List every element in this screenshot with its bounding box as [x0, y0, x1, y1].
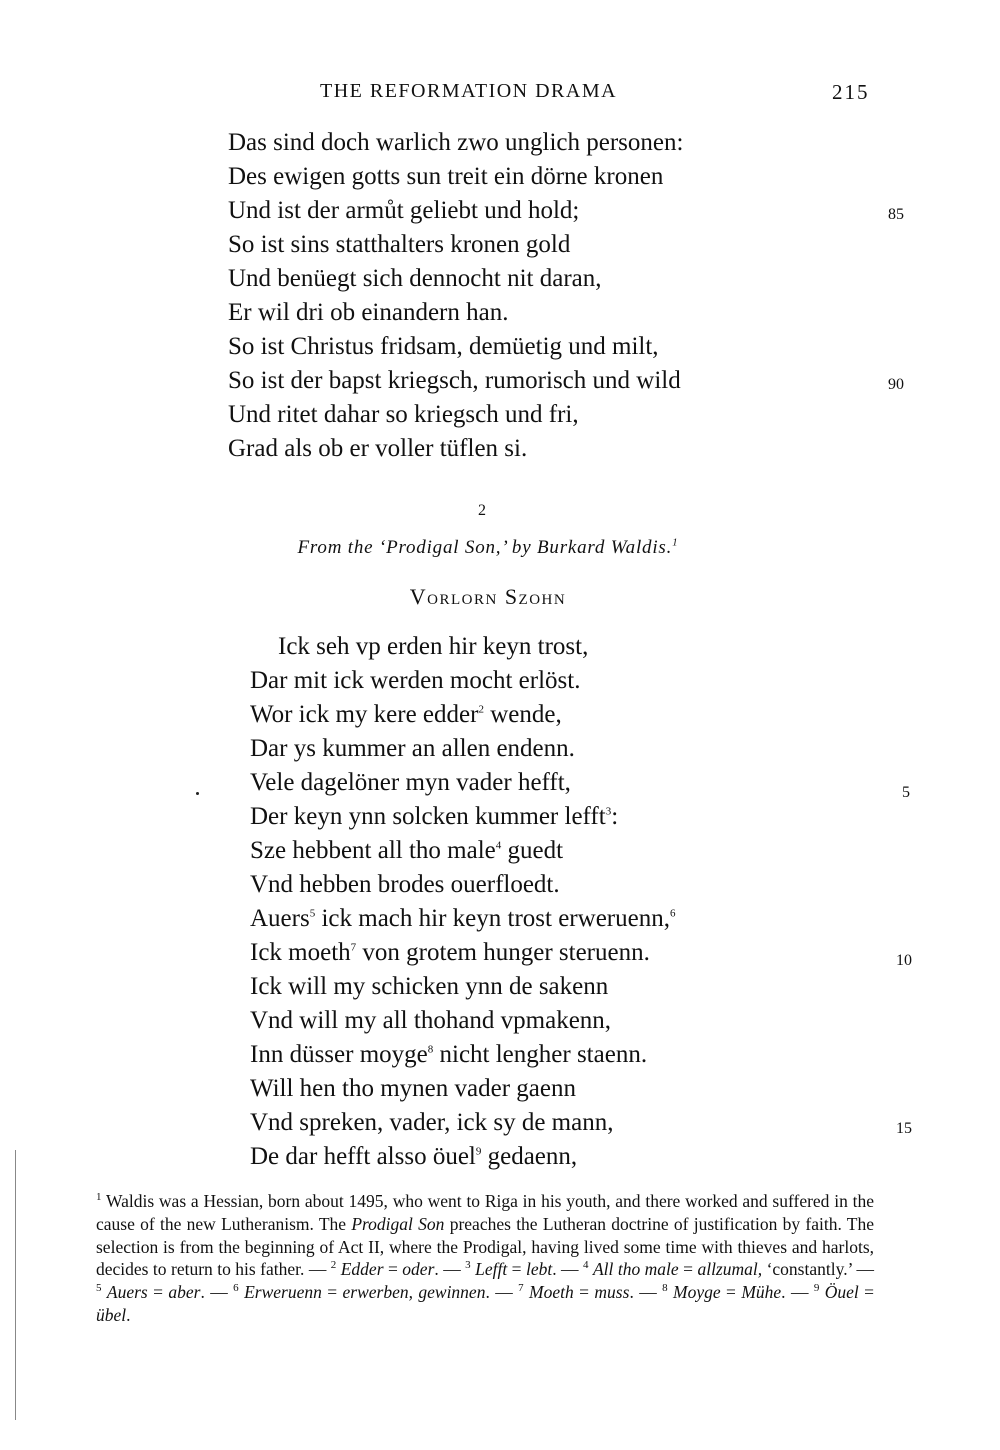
poem-line-text: De dar hefft alsso öuel [250, 1143, 476, 1170]
poem-line [250, 630, 890, 664]
gloss-meaning: aber [168, 1282, 201, 1303]
running-header [0, 80, 1000, 110]
footnote-marker: 8 [662, 1282, 668, 1295]
poem-line-text: Der keyn ynn solcken kummer lefft [250, 803, 606, 830]
gloss-term: Erweruenn [244, 1282, 322, 1303]
footnote-title: Prodigal Son [351, 1213, 445, 1234]
poem-line: So ist Christus fridsam, demüetig und milt, [228, 333, 659, 360]
footnote-marker: 3 [465, 1259, 471, 1272]
poem-line-text: Vnd hebben brodes ouerfloedt. [250, 871, 560, 898]
gloss-meaning: lebt [525, 1259, 553, 1280]
poem-line [250, 834, 890, 868]
poem-line: Des ewigen gotts sun treit ein dörne kronen [228, 163, 664, 190]
poem-line-text: gedaenn, [481, 1143, 578, 1170]
section-number: 2 [478, 502, 486, 519]
line-number: 90 [888, 376, 904, 393]
poem-heading: Vorlorn Szohn [409, 584, 567, 609]
footnote-marker: 1 [672, 536, 679, 549]
margin-rule [15, 1150, 16, 1420]
gloss-term: Moeth [529, 1282, 574, 1303]
line-number: 85 [888, 206, 904, 223]
gloss-meaning: übel [96, 1304, 127, 1325]
poem-line [250, 766, 890, 800]
poem-line: So ist sins statthalters kronen gold [228, 231, 571, 258]
footnote-marker: 5 [309, 907, 316, 920]
footnote-marker: 1 [96, 1191, 102, 1204]
poem-line-text: Ick moeth [250, 939, 351, 966]
poem-line-text: Inn düsser moyge [250, 1041, 428, 1068]
poem-line [250, 868, 890, 902]
gloss-term: Edder [340, 1259, 384, 1280]
gloss-tail: . — [781, 1282, 814, 1303]
source-text: From the ‘Prodigal Son,’ by Burkard Waldis. [297, 537, 673, 558]
gloss-tail: . — [485, 1282, 519, 1303]
poem-line-text: Wor ick my kere edder [250, 701, 479, 728]
poem-line [250, 1140, 890, 1174]
poem-line: Grad als ob er voller tüflen si. [228, 435, 528, 462]
poem-line-text: nicht lengher staenn. [433, 1041, 648, 1068]
poem-line [250, 970, 890, 1004]
poem-line-text: von grotem hunger steruenn. [356, 939, 650, 966]
footnote-marker: 2 [330, 1259, 337, 1272]
poem-line [250, 664, 890, 698]
poem-line-text: : [611, 803, 619, 830]
poem-excerpt-2 [250, 630, 890, 1174]
source-attribution [0, 537, 976, 559]
gloss-term: Moyge [673, 1282, 721, 1303]
poem-line [250, 1072, 890, 1106]
gloss-meaning: allzumal, [697, 1259, 763, 1280]
footnote-text: Waldis was a Hessian, born about 1495, who went to Riga in his youth, and there worked and suffered in the cause of the new Lutheranism. The [96, 1191, 874, 1234]
poem-line [250, 1106, 890, 1140]
line-number: 5 [902, 784, 910, 801]
footnote-marker: 7 [350, 941, 357, 954]
footnote-marker: 4 [583, 1259, 589, 1272]
poem-line: So ist der bapst kriegsch, rumorisch und wild [228, 367, 681, 394]
footnote-marker: 7 [518, 1282, 524, 1295]
poem-excerpt-1 [228, 126, 868, 466]
poem-line-text: Auers [250, 905, 310, 932]
stray-mark [196, 792, 199, 795]
poem-line: Und ritet dahar so kriegsch und fri, [228, 401, 579, 428]
line-number: 15 [896, 1120, 912, 1137]
poem-line-text: Dar mit ick werden mocht erlöst. [250, 667, 581, 694]
gloss-equals: = [573, 1282, 595, 1303]
gloss-term: Öuel [824, 1282, 859, 1303]
gloss-tail: ‘constantly.’ — [762, 1259, 875, 1280]
footnote-marker: 2 [478, 703, 484, 716]
poem-line-text: Vnd spreken, vader, ick sy de mann, [250, 1109, 614, 1136]
footnote-marker: 5 [96, 1282, 102, 1295]
poem-line-text: Vele dagelöner myn vader hefft, [250, 769, 571, 796]
poem-line [250, 902, 890, 936]
gloss-term: Lefft [475, 1259, 508, 1280]
gloss-term: Auers [106, 1282, 148, 1303]
footnote-marker: 4 [495, 839, 502, 852]
gloss-equals: = [720, 1282, 742, 1303]
line-number: 10 [896, 952, 912, 969]
gloss-equals: = [321, 1282, 343, 1303]
poem-line-text: Vnd will my all thohand vpmakenn, [250, 1007, 612, 1034]
footnote-marker: 6 [669, 907, 676, 920]
poem-line-text: guedt [501, 837, 564, 864]
gloss-meaning: Mühe [741, 1282, 782, 1303]
footnote-text: preaches the Lutheran doctrine of justification by faith. The selection is from the beginning of Act II, where the Prodigal, having lived some time with thieves and harlots, decides to return to his father. — [96, 1213, 874, 1280]
gloss-equals: = [507, 1259, 526, 1280]
gloss-equals: = [383, 1259, 403, 1280]
gloss-tail: . — [552, 1259, 584, 1280]
footnote [96, 1190, 874, 1327]
gloss-meaning: erwerben, gewinnen [342, 1282, 486, 1303]
poem-line [250, 1038, 890, 1072]
poem-line: Und benüegt sich dennocht nit daran, [228, 265, 602, 292]
poem-line-text: ick mach hir keyn trost erweruenn, [315, 905, 670, 932]
footnote-marker: 9 [475, 1145, 482, 1158]
poem-line [250, 732, 890, 766]
poem-line-text: Sze hebbent all tho male [250, 837, 496, 864]
gloss-tail: . — [434, 1259, 466, 1280]
poem-line [250, 800, 890, 834]
footnote-marker: 6 [233, 1282, 239, 1295]
gloss-tail: . — [200, 1282, 234, 1303]
poem-line [250, 1004, 890, 1038]
poem-line: Das sind doch warlich zwo unglich personen: [228, 129, 684, 156]
gloss-equals: = [678, 1259, 698, 1280]
poem-line: Und ist der armůt geliebt und hold; [228, 197, 580, 224]
poem-line-text: Ick seh vp erden hir keyn trost, [278, 633, 589, 660]
poem-line: Er wil dri ob einandern han. [228, 299, 509, 326]
poem-line-text: Will hen tho mynen vader gaenn [250, 1075, 576, 1102]
poem-line-text: Ick will my schicken ynn de sakenn [250, 973, 609, 1000]
poem-line-text: wende, [483, 701, 562, 728]
page-number: 215 [832, 80, 870, 104]
gloss-term: All tho male [592, 1259, 679, 1280]
poem-line-text: Dar ys kummer an allen endenn. [250, 735, 575, 762]
gloss-meaning: muss [594, 1282, 630, 1303]
poem-line [250, 936, 890, 970]
gloss-equals: = [858, 1282, 875, 1303]
footnote-marker: 9 [813, 1282, 820, 1295]
gloss-equals: = [147, 1282, 169, 1303]
gloss-tail: . [126, 1304, 131, 1325]
gloss-tail: . — [629, 1282, 663, 1303]
footnote-marker: 3 [605, 805, 612, 818]
gloss-meaning: oder [402, 1259, 435, 1280]
footnote-marker: 8 [427, 1043, 434, 1056]
running-title: THE REFORMATION DRAMA [320, 80, 618, 102]
poem-line [250, 698, 890, 732]
